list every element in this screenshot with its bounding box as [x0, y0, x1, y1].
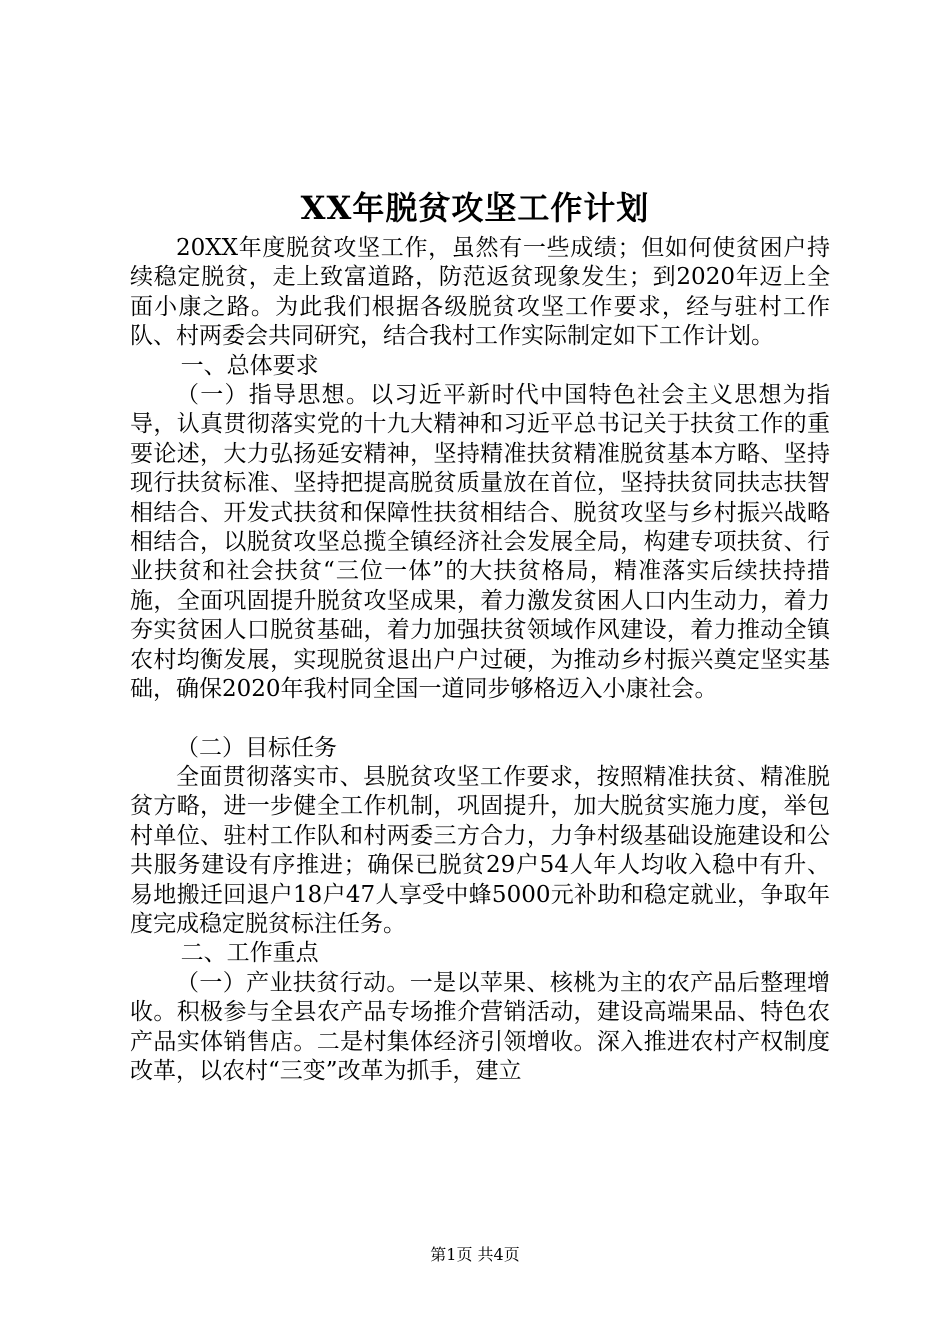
section-heading-work-focus: 二、工作重点 — [180, 940, 319, 967]
intro-paragraph: 20XX年度脱贫攻坚工作，虽然有一些成绩；但如何使贫困户持续稳定脱贫，走上致富道路，防范返贫现象发生；到2020年迈上全面小康之路。为此我们根据各级脱贫攻坚工作要求，经与驻村工作队、村两委会共同研究，结合我村工作实际制定如下工作计划。 — [130, 235, 830, 350]
paragraph-goals-tasks: 全面贯彻落实市、县脱贫攻坚工作要求，按照精准扶贫、精准脱贫方略，进一步健全工作机制，巩固提升，加大脱贫实施力度，举包村单位、驻村工作队和村两委三方合力，力争村级基础设施建设和公共服务建设有序推进；确保已脱贫29户54人年人均收入稳中有升、易地搬迁回退户18户47人享受中蜂5000元补助和稳定就业，争取年度完成稳定脱贫标注任务。 — [130, 763, 830, 937]
page-footer: 第1页 共4页 — [430, 1245, 520, 1264]
document-title: XX年脱贫攻坚工作计划 — [300, 189, 650, 227]
paragraph-industry-poverty-alleviation: （一）产业扶贫行动。一是以苹果、核桃为主的农产品后整理增收。积极参与全县农产品专场推介营销活动，建设高端果品、特色农产品实体销售店。二是村集体经济引领增收。深入推进农村产权制度改革，以农村“三变”改革为抓手，建立 — [130, 969, 830, 1084]
paragraph-guiding-ideology: （一）指导思想。以习近平新时代中国特色社会主义思想为指导，认真贯彻落实党的十九大精神和习近平总书记关于扶贫工作的重要论述，大力弘扬延安精神，坚持精准扶贫精准脱贫基本方略、坚持现行扶贫标准、坚持把提高脱贫质量放在首位，坚持扶贫同扶志扶智相结合、开发式扶贫和保障性扶贫相结合、脱贫攻坚与乡村振兴战略相结合，以脱贫攻坚总揽全镇经济社会发展全局，构建专项扶贫、行业扶贫和社会扶贫“三位一体”的大扶贫格局，精准落实后续扶持措施，全面巩固提升脱贫攻坚成果，着力激发贫困人口内生动力，着力夯实贫困人口脱贫基础，着力加强扶贫领域作风建设，着力推动全镇农村均衡发展，实现脱贫退出户户过硬，为推动乡村振兴奠定坚实基础，确保2020年我村同全国一道同步够格迈入小康社会。 — [130, 382, 830, 703]
section-heading-general-requirements: 一、总体要求 — [180, 352, 319, 379]
document-body — [130, 234, 830, 1086]
subheading-goals-tasks: （二）目标任务 — [176, 734, 337, 761]
